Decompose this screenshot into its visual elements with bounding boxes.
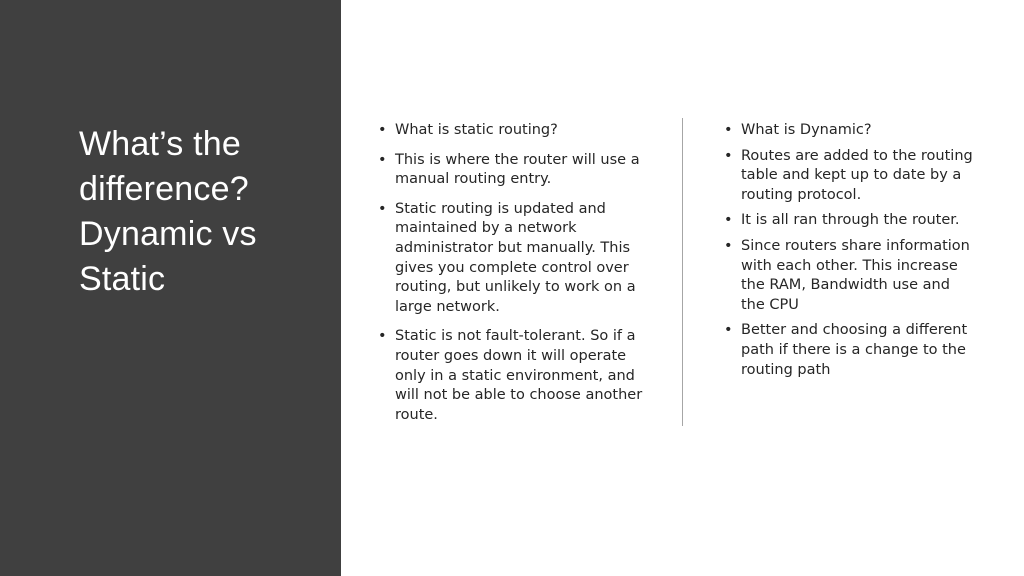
- list-item-text: This is where the router will use a manual routing entry.: [395, 151, 640, 188]
- list-item: [378, 121, 653, 141]
- list-item-text: Static routing is updated and maintained by a network administrator but manually. This gives you complete control over routing, but unlikely to work on a large network.: [395, 200, 636, 315]
- title-line: Dynamic vs: [79, 215, 257, 253]
- title-panel: [0, 0, 341, 576]
- bullet-icon: •: [724, 237, 733, 254]
- static-routing-list: [378, 121, 653, 435]
- list-item: [724, 237, 974, 315]
- list-item-text: What is Dynamic?: [741, 122, 872, 138]
- title-line: difference?: [79, 170, 249, 208]
- bullet-icon: •: [378, 151, 387, 168]
- list-item-text: Routes are added to the routing table and kept up to date by a routing protocol.: [741, 147, 973, 203]
- bullet-icon: •: [724, 322, 733, 339]
- slide-title: [79, 122, 329, 302]
- title-line: What’s the: [79, 125, 242, 163]
- bullet-icon: •: [378, 328, 387, 345]
- column-divider: [682, 118, 683, 426]
- list-item: [724, 121, 974, 141]
- bullet-icon: •: [724, 122, 733, 138]
- list-item: [724, 211, 974, 231]
- title-line: Static: [79, 260, 166, 298]
- list-item-text: Static is not fault-tolerant. So if a router goes down it will operate only in a static environment, and will not be able to choose another route.: [395, 328, 643, 423]
- list-item-text: Since routers share information with each other. This increase the RAM, Bandwidth use and the CPU: [741, 237, 970, 313]
- list-item: [724, 147, 974, 206]
- bullet-icon: •: [378, 200, 387, 217]
- list-item-text: Better and choosing a different path if there is a change to the routing path: [741, 322, 968, 378]
- dynamic-routing-list: [724, 121, 974, 386]
- list-item: [378, 200, 653, 318]
- bullet-icon: •: [378, 122, 387, 138]
- list-item: [724, 321, 974, 380]
- bullet-icon: •: [724, 212, 733, 229]
- list-item-text: It is all ran through the router.: [741, 212, 960, 229]
- list-item: [378, 327, 653, 425]
- bullet-icon: •: [724, 147, 733, 164]
- list-item-text: What is static routing?: [395, 122, 558, 138]
- list-item: [378, 151, 653, 190]
